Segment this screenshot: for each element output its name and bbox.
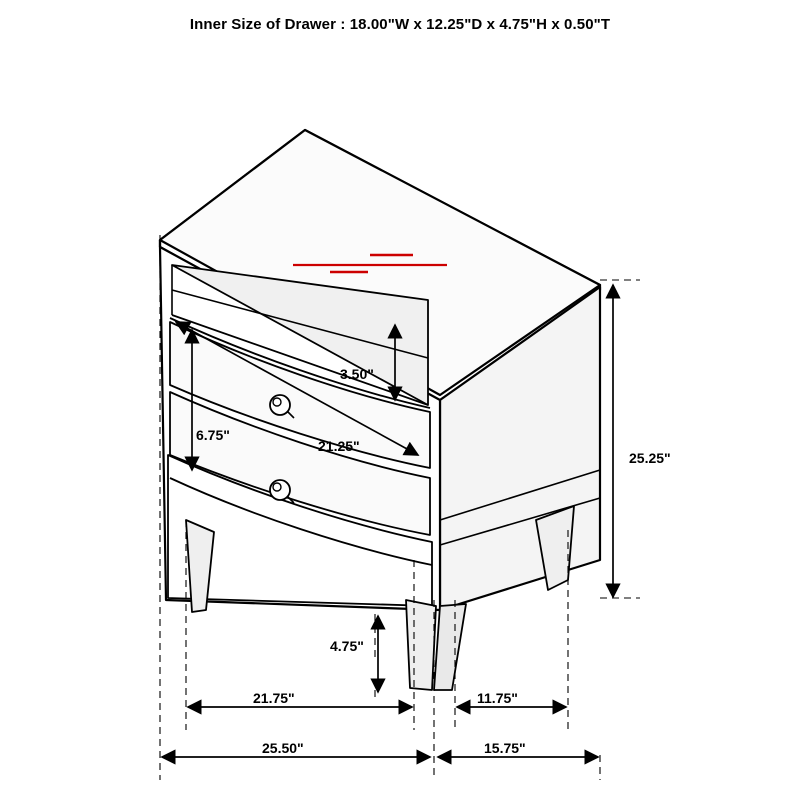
dim-label-top-width: 25.50"	[262, 740, 304, 756]
dim-label-height-overall: 25.25"	[629, 450, 671, 466]
dim-label-leg-height: 4.75"	[330, 638, 364, 654]
furniture-body	[160, 130, 600, 690]
dim-label-side-depth: 11.75"	[477, 690, 518, 706]
dim-label-top-depth: 15.75"	[484, 740, 526, 756]
leg-front-right	[434, 604, 466, 690]
dim-label-shelf-opening-height: 3.50"	[340, 366, 374, 382]
dim-label-front-width: 21.75"	[253, 690, 295, 706]
dim-label-drawer-width: 21.25"	[318, 438, 360, 454]
page-title: Inner Size of Drawer : 18.00"W x 12.25"D x 4.75"H x 0.50"T	[189, 16, 611, 33]
dim-label-drawer-front-height: 6.75"	[196, 427, 230, 443]
leg-front	[406, 600, 436, 690]
